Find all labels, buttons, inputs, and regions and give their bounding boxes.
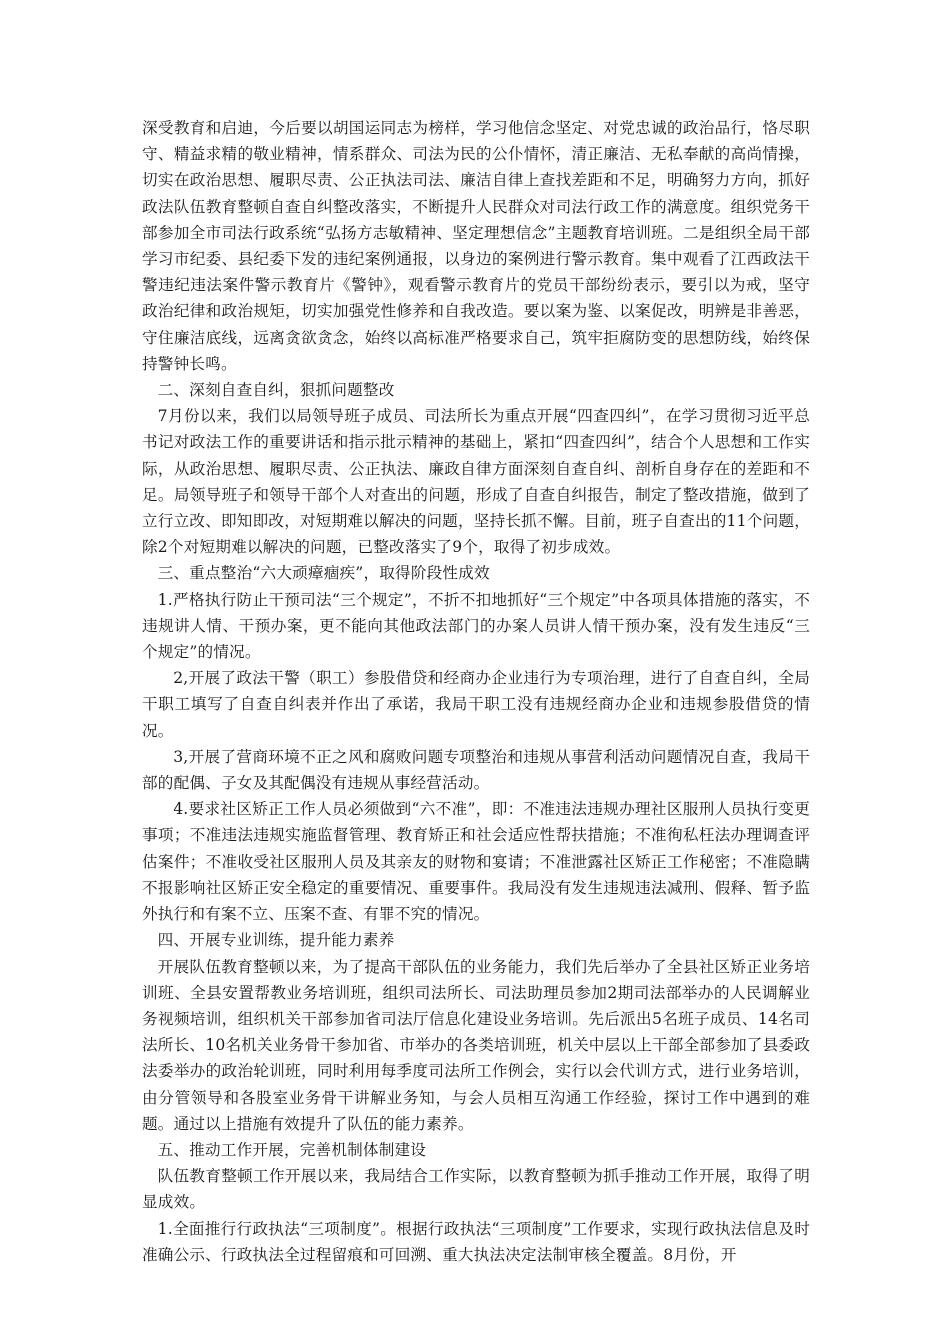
paragraph-1: 深受教育和启迪，今后要以胡国运同志为榜样，学习他信念坚定、对党忠诚的政治品行，恪尽职守、精益求精的敬业精神，情系群众、司法为民的公仆情怀，清正廉洁、无私奉献的高尚情操，切实在政治思想、履职尽责、公正执法司法、廉洁自律上查找差距和不足，明确努力方向，抓好政法队伍教育整顿自查自纠整改落实，不断提升人民群众对司法行政工作的满意度。组织党务干部参加全市司法行政系统“弘扬方志敏精神、坚定理想信念”主题教育培训班。二是组织全局干部学习市纪委、县纪委下发的违纪案例通报，以身边的案例进行警示教育。集中观看了江西政法干警违纪违法案件警示教育片《警钟》，观看警示教育片的党员干部纷纷表示，要引以为戒，坚守政治纪律和政治规矩，切实加强党性修养和自我改造。要以案为鉴、以案促改，明辨是非善恶，守住廉洁底线，远离贪欲贪念，始终以高标准严格要求自己，筑牢拒腐防变的思想防线，始终保持警钟长鸣。 <box>142 119 810 373</box>
paragraph-3-item-4: 4.要求社区矫正工作人员必须做到“六不准”，即：不准违法违规办理社区服刑人员执行变更事项；不准违法违规实施监督管理、教育矫正和社会适应性帮扶措施；不准徇私枉法办理调查评估案件；不准收受社区服刑人员及其亲友的财物和宴请；不准泄露社区矫正工作秘密；不准隐瞒不报影响社区矫正安全稳定的重要情况、重要事件。我局没有发生违规违法减刑、假释、暂予监外执行和有案不立、压案不查、有罪不究的情况。 <box>142 800 810 924</box>
paragraph-2: 7月份以来，我们以局领导班子成员、司法所长为重点开展“四查四纠”，在学习贯彻习近平总书记对政法工作的重要讲话和指示批示精神的基础上，紧扣“四查四纠”，结合个人思想和工作实际，从政治思想、履职尽责、公正执法、廉政自律方面深刻自查自纠、剖析自身存在的差距和不足。局领导班子和领导干部个人对查出的问题，形成了自查自纠报告，制定了整改措施，做到了立行立改、即知即改，对短期难以解决的问题，坚持长抓不懈。目前，班子自查出的11个问题，除2个对短期难以解决的问题，已整改落实了9个，取得了初步成效。 <box>142 407 810 557</box>
paragraph-5-item-1: 1.全面推行行政执法“三项制度”。根据行政执法“三项制度”工作要求，实现行政执法信息及时准确公示、行政执法全过程留痕和可回溯、重大执法决定法制审核全覆盖。8月份，开 <box>142 1219 810 1264</box>
paragraph-3-item-3: 3,开展了营商环境不正之风和腐败问题专项整治和违规从事营利活动问题情况自查，我局干部的配偶、子女及其配偶没有违规从事经营活动。 <box>142 747 810 793</box>
document-body <box>142 115 810 1268</box>
paragraph-5: 队伍教育整顿工作开展以来，我局结合工作实际，以教育整顿为抓手推动工作开展，取得了明显成效。 <box>142 1167 810 1212</box>
section-heading-3: 三、重点整治“六大顽瘴痼疾”，取得阶段性成效 <box>157 564 490 583</box>
section-heading-2: 二、深刻自查自纠，狠抓问题整改 <box>157 381 395 400</box>
paragraph-3-item-1: 1.严格执行防止干预司法“三个规定”，不折不扣地抓好“三个规定”中各项具体措施的落实，不违规讲人情、干预办案，更不能向其他政法部门的办案人员讲人情干预办案，没有发生违反“三个规定”的情况。 <box>142 590 810 662</box>
section-heading-5: 五、推动工作开展，完善机制体制建设 <box>157 1140 427 1159</box>
paragraph-4: 开展队伍教育整顿以来，为了提高干部队伍的业务能力，我们先后举办了全县社区矫正业务培训班、全县安置帮教业务培训班，组织司法所长、司法助理员参加2期司法部举办的人民调解业务视频培训，组织机关干部参加省司法厅信息化建设业务培训。先后派出5名班子成员、14名司法所长、10名机关业务骨干参加省、市举办的各类培训班，机关中层以上干部全部参加了县委政法委举办的政治轮训班，同时利用每季度司法所工作例会，实行以会代训方式，进行业务培训，由分管领导和各股室业务骨干讲解业务知，与会人员相互沟通工作经验，探讨工作中遇到的难题。通过以上措施有效提升了队伍的能力素养。 <box>142 957 810 1133</box>
section-heading-4: 四、开展专业训练，提升能力素养 <box>157 931 395 950</box>
paragraph-3-item-2: 2,开展了政法干警（职工）参股借贷和经商办企业违行为专项治理，进行了自查自纠，全局干职工填写了自查自纠表并作出了承诺，我局干职工没有违规经商办企业和违规参股借贷的情况。 <box>142 669 810 740</box>
